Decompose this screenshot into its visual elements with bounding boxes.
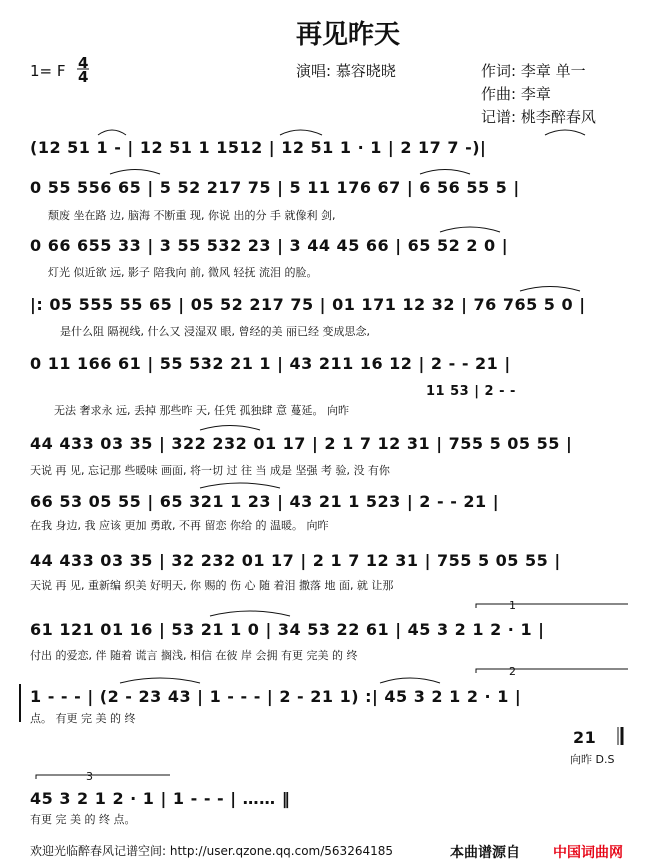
time-signature-top: 4 — [78, 54, 89, 72]
tie-mark — [120, 678, 200, 683]
brand-right: 中国词曲网 — [553, 845, 623, 861]
lyric-row-4: 无法 奢求永 远, 丢掉 那些昨 天, 任凭 孤独肆 意 蔓延。 向昨 — [54, 404, 349, 417]
notation-row-11: 45 3 2 1 2 · 1 | 1 - - - | …… ‖ — [30, 789, 291, 808]
notation-row-1: 0 55 556 65 | 5 52 217 75 | 5 11 176 67 | 6 56 55 5 | — [30, 178, 520, 197]
lyric-row-1: 颓废 坐在路 边, 脑海 不断重 现, 你说 出的分 手 就像利 剑, — [48, 209, 336, 222]
lyric-row-9: 点。 有更 完 美 的 终 — [30, 712, 136, 725]
tie-mark — [380, 678, 440, 683]
volta-2-label: 2 — [509, 665, 516, 678]
tie-mark — [440, 227, 500, 232]
notation-row-9: 1 - - - | (2 - 23 43 | 1 - - - | 2 - 21 1) :| 45 3 2 1 2 · 1 | — [30, 687, 522, 706]
notation-row-2: 0 66 655 33 | 3 55 532 23 | 3 44 45 66 | 65 52 2 0 | — [30, 236, 509, 255]
lyric-row-11: 有更 完 美 的 终 点。 — [30, 813, 136, 826]
lyric-row-7: 天说 再 见, 重新编 织美 好明天, 你 赐的 伤 心 随 着泪 撒落 地 面, 就 让那 — [30, 579, 394, 592]
key-signature: 1= F — [30, 62, 66, 80]
volta-1-label: 1 — [509, 599, 516, 612]
tie-mark — [210, 611, 290, 616]
tie-mark — [520, 287, 580, 292]
lyric-row-6: 在我 身边, 我 应该 更加 勇敢, 不再 留恋 你给 的 温暖。 向昨 — [30, 519, 329, 532]
singer-credit: 演唱: 慕容晓晓 — [296, 62, 396, 80]
lyricist-credit: 作词: 李章 单一 — [481, 62, 586, 80]
notation-row-7: 44 433 03 35 | 32 232 01 17 | 2 1 7 12 31 | 755 5 05 55 | — [30, 551, 561, 570]
tie-mark — [98, 130, 126, 135]
time-signature-bottom: 4 — [78, 68, 89, 86]
notation-row-4: 0 11 166 61 | 55 532 21 1 | 43 211 16 12 | 2 - - 21 | — [30, 354, 511, 373]
notation-row-5: 44 433 03 35 | 322 232 01 17 | 2 1 7 12 31 | 755 5 05 55 | — [30, 434, 573, 453]
tie-mark — [110, 170, 160, 175]
notation-row-8: 61 121 01 16 | 53 21 1 0 | 34 53 22 61 | 45 3 2 1 2 · 1 | — [30, 620, 545, 639]
lyric-row-5: 天说 再 见, 忘记那 些暖味 画面, 将一切 过 往 当 成是 坚强 考 验, 没 有你 — [30, 464, 390, 477]
song-title: 再见昨天 — [296, 20, 401, 50]
tie-mark — [420, 170, 470, 175]
alternate-notation: 11 53 | 2 - - — [426, 384, 516, 399]
notation-row-10: 21 — [573, 728, 597, 747]
notation-row-6: 66 53 05 55 | 65 321 1 23 | 43 21 1 523 | 2 - - 21 | — [30, 492, 500, 511]
volta-bracket-2 — [476, 669, 628, 673]
volta-bracket-1 — [476, 604, 628, 608]
volta-bracket-3 — [36, 775, 170, 779]
notation-row-3: |: 05 555 55 65 | 05 52 217 75 | 01 171 12 32 | 76 765 5 0 | — [30, 295, 586, 314]
volta-3-label: 3 — [86, 770, 93, 783]
lyric-row-3: 是什么阻 隔视线, 什么又 浸湿双 眼, 曾经的美 丽已经 变成思念, — [60, 325, 370, 338]
lyric-row-10: 向昨 D.S — [570, 753, 615, 766]
tie-mark — [200, 426, 260, 431]
tie-mark — [280, 130, 322, 135]
transcriber-credit: 记谱: 桃李醉春风 — [481, 108, 596, 126]
composer-credit: 作曲: 李章 — [481, 85, 551, 103]
tie-mark — [200, 483, 280, 488]
notation-row-0: (12 51 1 - | 12 51 1 1512 | 12 51 1 · 1 | 2 17 7 -)| — [30, 138, 487, 157]
brand-left: 本曲谱源自 — [450, 845, 520, 861]
lyric-row-8: 付出 的爱恋, 伴 随着 谎言 搁浅, 相信 在彼 岸 会拥 有更 完美 的 终 — [30, 649, 358, 662]
tie-mark — [545, 130, 585, 135]
lyric-row-2: 灯光 似近欲 远, 影子 陪我向 前, 微风 轻抚 流泪 的脸。 — [48, 266, 318, 279]
footer-note: 欢迎光临醉春风记谱空间: http://user.qzone.qq.com/563264185 — [30, 844, 394, 858]
